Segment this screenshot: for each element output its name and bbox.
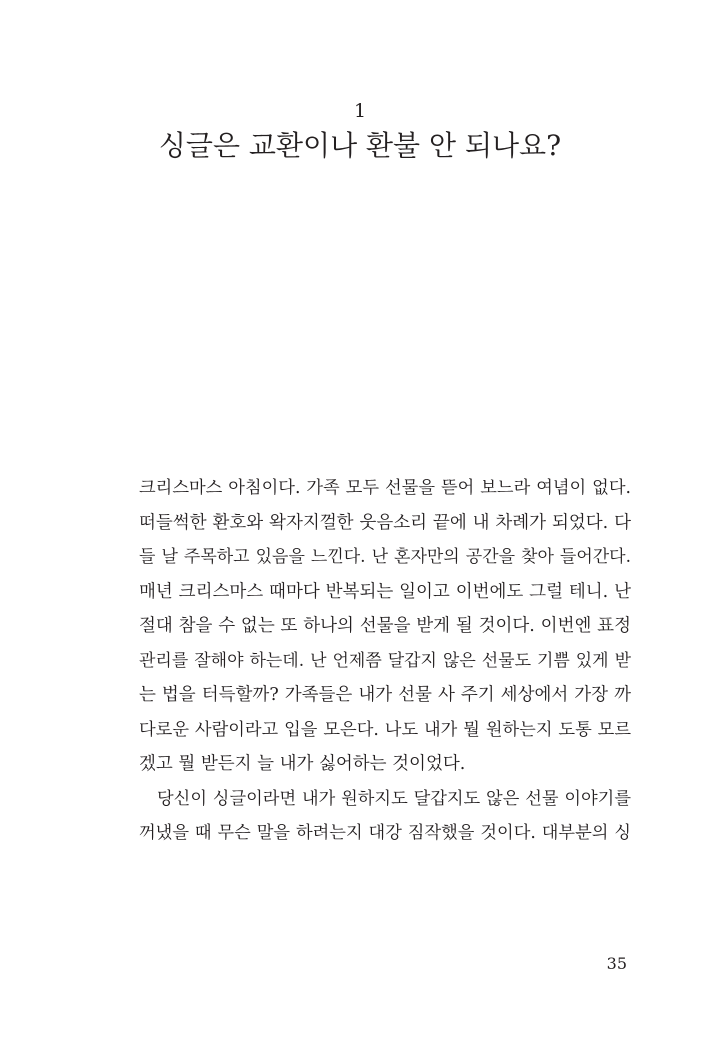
body-line: 당신이 싱글이라면 내가 원하지도 달갑지도 않은 선물 이야기를 (157, 788, 631, 809)
body-line: 매년 크리스마스 때마다 반복되는 일이고 이번에도 그럴 테니. 난 (139, 581, 631, 602)
body-line: 꺼냈을 때 무슨 말을 하려는지 대강 짐작했을 것이다. 대부분의 싱 (139, 823, 631, 843)
body-line: 떠들썩한 환호와 왁자지껄한 웃음소리 끝에 내 차례가 되었다. 다 (139, 512, 631, 533)
body-line: 다로운 사람이라고 입을 모은다. 나도 내가 뭘 원하는지 도통 모르 (139, 719, 631, 740)
body-line: 겠고 뭘 받든지 늘 내가 싫어하는 것이었다. (139, 754, 466, 774)
body-line: 관리를 잘해야 하는데. 난 언제쯤 달갑지 않은 선물도 기쁨 있게 받 (139, 650, 631, 671)
body-line: 는 법을 터득할까? 가족들은 내가 선물 사 주기 세상에서 가장 까 (139, 685, 631, 705)
page-number: 35 (606, 954, 627, 973)
body-line: 들 날 주목하고 있음을 느낀다. 난 혼자만의 공간을 찾아 들어간다. (139, 547, 631, 567)
body-paragraphs (139, 471, 631, 851)
chapter-title: 싱글은 교환이나 환불 안 되나요? (158, 129, 562, 162)
chapter-number: 1 (353, 100, 367, 122)
body-line: 크리스마스 아침이다. 가족 모두 선물을 뜯어 보느라 여념이 없다. (139, 478, 631, 498)
body-line: 절대 참을 수 없는 또 하나의 선물을 받게 될 것이다. 이번엔 표정 (139, 616, 631, 636)
